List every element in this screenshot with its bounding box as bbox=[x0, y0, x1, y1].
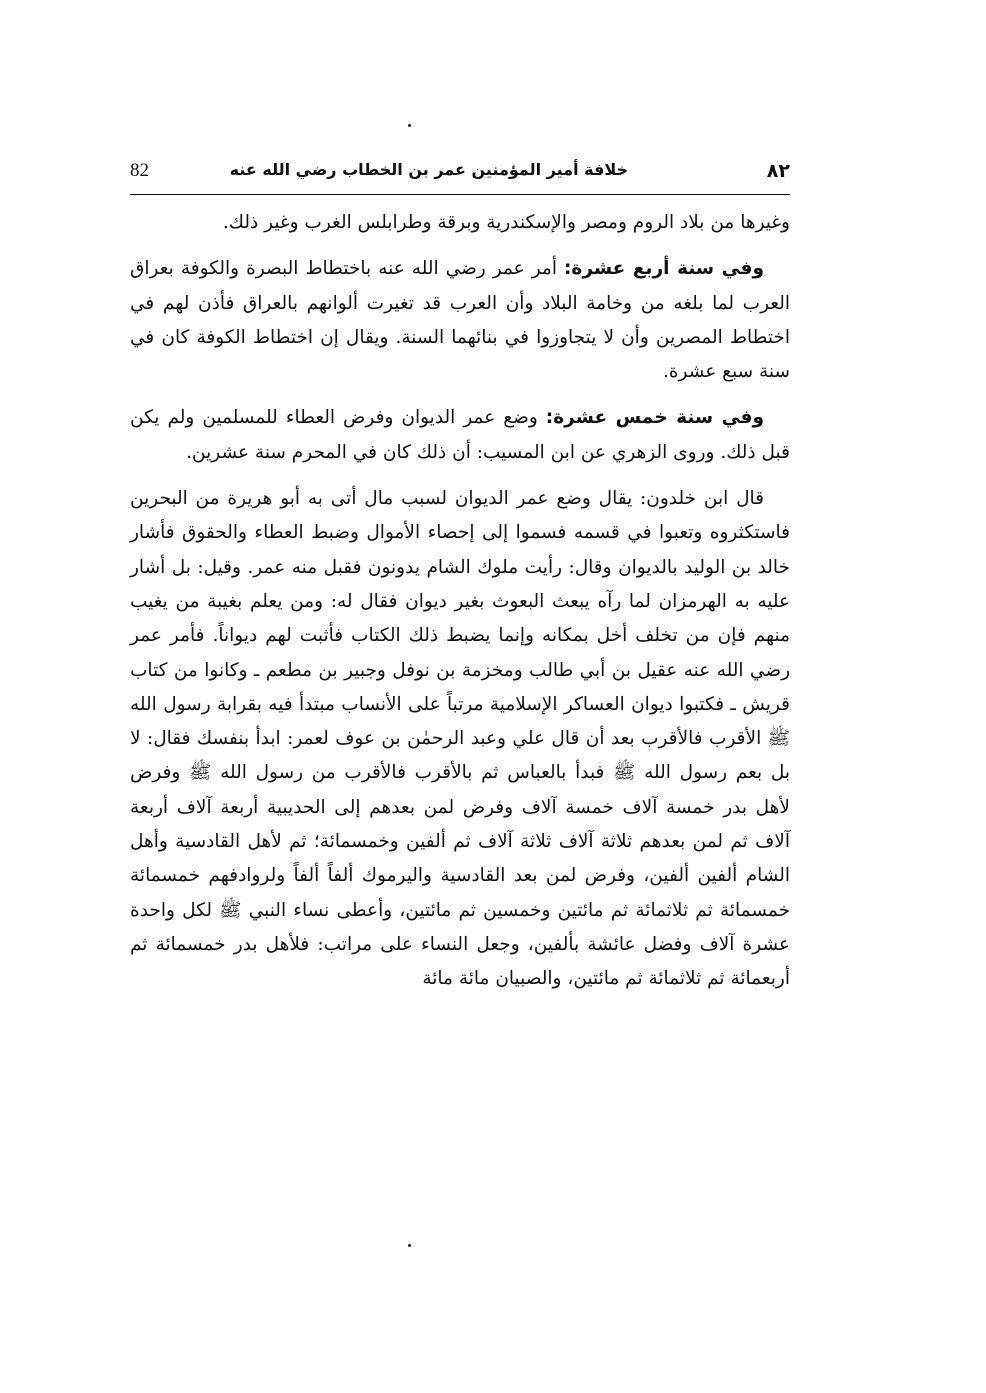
paragraph-2 bbox=[130, 252, 790, 389]
scan-speck-bottom bbox=[408, 1244, 411, 1247]
paragraph-3 bbox=[130, 401, 790, 470]
running-title: خلافة أمير المؤمنين عمر بن الخطاب رضي الله عنه bbox=[229, 160, 628, 179]
paragraph-1: وغيرها من بلاد الروم ومصر والإسكندرية وبرقة وطرابلس الغرب وغير ذلك. bbox=[222, 212, 790, 233]
paragraph-3-text: وضع عمر الديوان وفرض العطاء للمسلمين ولم يكن قبل ذلك. وروى الزهري عن ابن المسيب: أن ذلك كان في المحرم سنة عشرين. bbox=[130, 407, 790, 463]
paragraph-3-heading: وفي سنة خمس عشرة: bbox=[545, 407, 764, 429]
page-number-arabic: ٨٢ bbox=[766, 160, 790, 182]
paragraph-2-heading: وفي سنة أربع عشرة: bbox=[564, 258, 764, 280]
header-divider bbox=[130, 194, 790, 195]
paragraph-2-text: أمر عمر رضي الله عنه باختطاط البصرة والكوفة بعراق العرب لما بلغه من وخامة البلاد وأن العرب قد تغيرت ألوانهم بالعراق فأذن لهم في اختطاط المصرين وأن لا يتجاوزوا في بنائهما السنة. ويقال إن اختطاط الكوفة كان في سنة سبع عشرة. bbox=[130, 258, 790, 383]
page-header bbox=[130, 158, 790, 192]
scan-speck-top bbox=[408, 124, 411, 127]
page-body bbox=[130, 206, 790, 1009]
page-number-latin: 82 bbox=[130, 160, 149, 181]
paragraph-4: قال ابن خلدون: يقال وضع عمر الديوان لسبب مال أتى به أبو هريرة من البحرين فاستكثروه وتعبوا في قسمه فسموا إلى إحصاء الأموال وضبط العطاء والحقوق فأشار خالد بن الوليد بالديوان وقال: رأيت ملوك الشام يدونون فقبل منه عمر. وقيل: بل أشار عليه به الهرمزان لما رآه يبعث البعوث بغير ديوان فقال له: ومن يعلم بغيبة من يغيب منهم فإن من تخلف أخل بمكانه وإنما يضبط ذلك الكتاب فأثبت لهم ديواناً. فأمر عمر رضي الله عنه عقيل بن أبي طالب ومخزمة بن نوفل وجبير بن مطعم ـ وكانوا من كتاب قريش ـ فكتبوا ديوان العساكر الإسلامية مرتباً على الأنساب مبتدأ فيه بقرابة رسول الله ﷺ الأقرب فالأقرب بعد أن قال علي وعبد الرحمٰن بن عوف لعمر: ابدأ بنفسك فقال: لا بل بعم رسول الله ﷺ فبدأ بالعباس ثم بالأقرب فالأقرب من رسول الله ﷺ وفرض لأهل بدر خمسة آلاف خمسة آلاف وفرض لمن بعدهم إلى الحديبية أربعة آلاف أربعة آلاف ثم لمن بعدهم ثلاثة آلاف ثلاثة آلاف ثم ألفين وخمسمائة؛ ثم لأهل القادسية وأهل الشام ألفين ألفين، وفرض لمن بعد القادسية واليرموك ألفاً ألفاً ولروادفهم خمسمائة خمسمائة ثم ثلاثمائة ثم مائتين وخمسين ثم مائتين، وأعطى نساء النبي ﷺ لكل واحدة عشرة آلاف وفضل عائشة بألفين، وجعل النساء على مراتب: فلأهل بدر خمسمائة ثم أربعمائة ثم ثلاثمائة ثم مائتين، والصبيان مائة مائة bbox=[130, 488, 791, 990]
